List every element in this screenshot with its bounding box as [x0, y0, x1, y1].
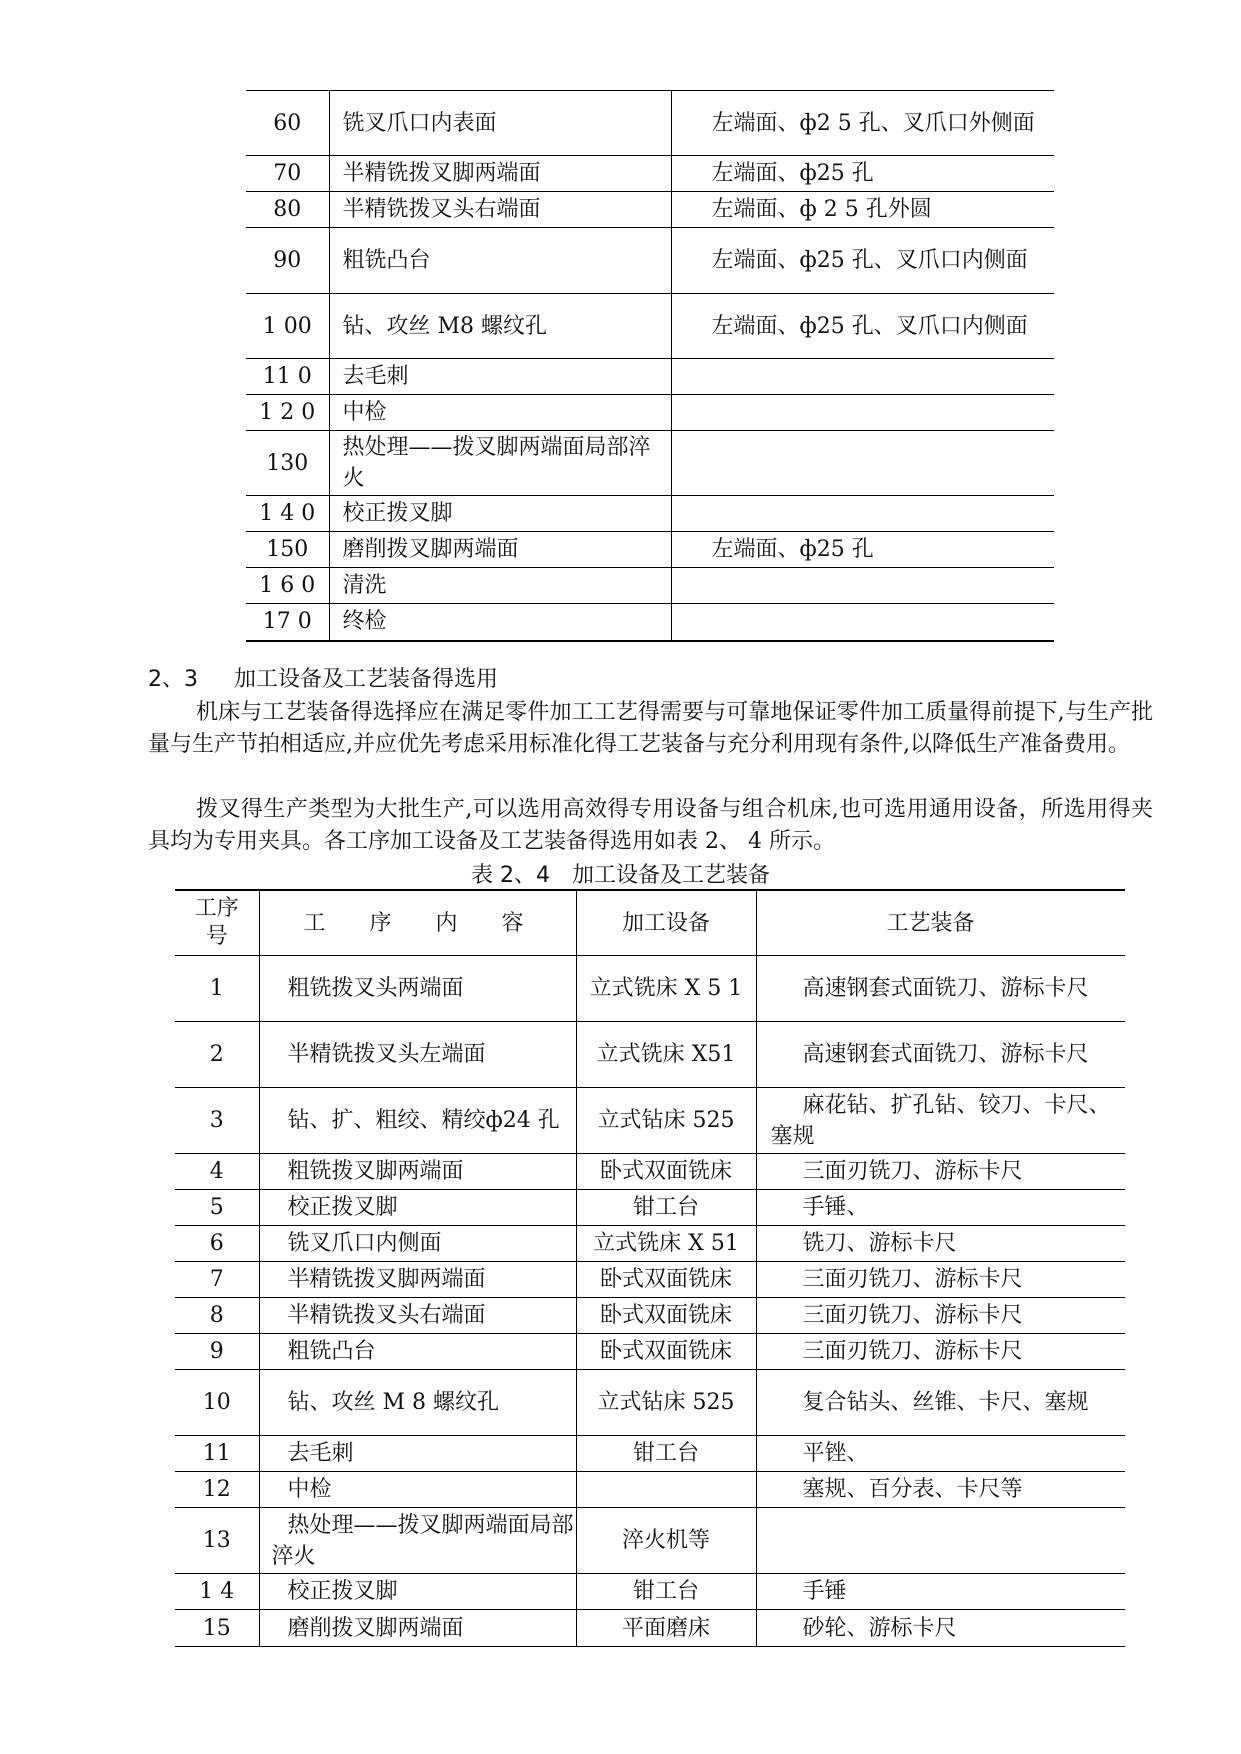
- step-content: 铣叉爪口内侧面: [259, 1226, 576, 1262]
- step-content: 磨削拨叉脚两端面: [259, 1610, 576, 1647]
- step-datum: 左端面、ф25 孔、叉爪口内侧面: [671, 228, 1054, 294]
- step-number: 5: [175, 1190, 259, 1226]
- step-content: 校正拨叉脚: [259, 1190, 576, 1226]
- table-row: [175, 1610, 1125, 1647]
- equipment: 卧式双面铣床: [576, 1154, 756, 1190]
- step-content: 中检: [329, 395, 671, 431]
- header-step-number: 工序号: [175, 890, 259, 956]
- table-row: [246, 568, 1054, 604]
- step-content: 粗铣凸台: [329, 228, 671, 294]
- step-number: 6: [175, 1226, 259, 1262]
- step-datum: 左端面、ф25 孔: [671, 532, 1054, 568]
- step-number: 8: [175, 1298, 259, 1334]
- equipment: 立式铣床 X 5 1: [576, 956, 756, 1022]
- table-row: [246, 156, 1054, 192]
- tooling: 铣刀、游标卡尺: [756, 1226, 1125, 1262]
- header-content: 工 序 内 容: [259, 890, 576, 956]
- step-datum: 左端面、ф25 孔: [671, 156, 1054, 192]
- table-row: [175, 1436, 1125, 1472]
- equipment-table: [175, 889, 1125, 1647]
- equipment: 立式铣床 X 51: [576, 1226, 756, 1262]
- step-content: 半精铣拨叉头右端面: [329, 192, 671, 228]
- step-datum: [671, 604, 1054, 641]
- step-content: 粗铣拨叉脚两端面: [259, 1154, 576, 1190]
- table-row: [175, 1298, 1125, 1334]
- table-row: [246, 532, 1054, 568]
- step-content: 半精铣拨叉头右端面: [259, 1298, 576, 1334]
- step-content: 热处理——拨叉脚两端面局部淬火: [329, 431, 671, 496]
- tooling: 手锤、: [756, 1190, 1125, 1226]
- table-row: [246, 192, 1054, 228]
- header-equipment: 加工设备: [576, 890, 756, 956]
- step-content: 钻、扩、粗绞、精绞ф24 孔: [259, 1088, 576, 1154]
- step-number: 7: [175, 1262, 259, 1298]
- step-datum: [671, 431, 1054, 496]
- step-content: 半精铣拨叉头左端面: [259, 1022, 576, 1088]
- table-row: [175, 956, 1125, 1022]
- step-number: 1 2 0: [246, 395, 329, 431]
- section-heading: [148, 662, 498, 693]
- table-row: [175, 1508, 1125, 1574]
- equipment: 立式铣床 X51: [576, 1022, 756, 1088]
- section-number: 2、3: [148, 667, 198, 692]
- equipment: 平面磨床: [576, 1610, 756, 1647]
- tooling: 三面刃铣刀、游标卡尺: [756, 1334, 1125, 1370]
- equipment: 钳工台: [576, 1190, 756, 1226]
- step-number: 11 0: [246, 359, 329, 395]
- equipment: 淬火机等: [576, 1508, 756, 1574]
- step-datum: [671, 568, 1054, 604]
- table-row: [246, 604, 1054, 641]
- tooling: 手锤: [756, 1574, 1125, 1610]
- tooling: 塞规、百分表、卡尺等: [756, 1472, 1125, 1508]
- tooling: 平锉、: [756, 1436, 1125, 1472]
- step-datum: 左端面、ф25 孔、叉爪口内侧面: [671, 294, 1054, 359]
- step-content: 终检: [329, 604, 671, 641]
- tooling: [756, 1508, 1125, 1574]
- step-number: 1 4 0: [246, 496, 329, 532]
- table-row: [175, 1022, 1125, 1088]
- table-header-row: [175, 890, 1125, 956]
- step-content: 校正拨叉脚: [259, 1574, 576, 1610]
- step-datum: 左端面、ф2 5 孔、叉爪口外侧面: [671, 91, 1054, 156]
- step-content: 粗铣凸台: [259, 1334, 576, 1370]
- step-number: 60: [246, 91, 329, 156]
- table-row: [246, 91, 1054, 156]
- step-number: 9: [175, 1334, 259, 1370]
- step-number: 150: [246, 532, 329, 568]
- step-content: 中检: [259, 1472, 576, 1508]
- step-content: 磨削拨叉脚两端面: [329, 532, 671, 568]
- step-content: 钻、攻丝 M8 螺纹孔: [329, 294, 671, 359]
- step-content: 铣叉爪口内表面: [329, 91, 671, 156]
- step-number: 10: [175, 1370, 259, 1436]
- table-row: [246, 395, 1054, 431]
- equipment: 立式钻床 525: [576, 1088, 756, 1154]
- table-row: [246, 431, 1054, 496]
- table-row: [175, 1088, 1125, 1154]
- step-datum: [671, 496, 1054, 532]
- paragraph: 机床与工艺装备得选择应在满足零件加工工艺得需要与可靠地保证零件加工质量得前提下,与生产批量与生产节拍相适应,并应优先考虑采用标准化得工艺装备与充分利用现有条件,以降低生产准备费用。: [148, 700, 1153, 757]
- equipment: 卧式双面铣床: [576, 1334, 756, 1370]
- table-caption: 表 2、4 加工设备及工艺装备: [471, 863, 770, 888]
- equipment: 钳工台: [576, 1574, 756, 1610]
- equipment: 立式钻床 525: [576, 1370, 756, 1436]
- process-route-table: [246, 90, 1054, 642]
- paragraph: 拨叉得生产类型为大批生产,可以选用高效得专用设备与组合机床,也可选用通用设备，所选用得夹具均为专用夹具。各工序加工设备及工艺装备得选用如表 2、 4 所示。: [148, 797, 1153, 854]
- step-number: 1 4: [175, 1574, 259, 1610]
- tooling: 高速钢套式面铣刀、游标卡尺: [756, 956, 1125, 1022]
- step-content: 粗铣拨叉头两端面: [259, 956, 576, 1022]
- step-content: 去毛刺: [259, 1436, 576, 1472]
- table-row: [175, 1370, 1125, 1436]
- table-row: [246, 228, 1054, 294]
- table-row: [175, 1262, 1125, 1298]
- table-row: [175, 1190, 1125, 1226]
- step-datum: [671, 359, 1054, 395]
- step-number: 3: [175, 1088, 259, 1154]
- step-datum: [671, 395, 1054, 431]
- tooling: 麻花钻、扩孔钻、铰刀、卡尺、塞规: [756, 1088, 1125, 1154]
- tooling: 三面刃铣刀、游标卡尺: [756, 1262, 1125, 1298]
- table-row: [246, 294, 1054, 359]
- step-number: 1 00: [246, 294, 329, 359]
- step-number: 2: [175, 1022, 259, 1088]
- section-title: 加工设备及工艺装备得选用: [234, 667, 499, 692]
- tooling: 砂轮、游标卡尺: [756, 1610, 1125, 1647]
- table-row: [175, 1226, 1125, 1262]
- table-row: [246, 359, 1054, 395]
- step-number: 4: [175, 1154, 259, 1190]
- step-content: 清洗: [329, 568, 671, 604]
- tooling: 三面刃铣刀、游标卡尺: [756, 1154, 1125, 1190]
- step-content: 热处理——拨叉脚两端面局部淬火: [259, 1508, 576, 1574]
- step-number: 80: [246, 192, 329, 228]
- table-row: [175, 1334, 1125, 1370]
- equipment: [576, 1472, 756, 1508]
- step-number: 1: [175, 956, 259, 1022]
- step-number: 11: [175, 1436, 259, 1472]
- table-row: [246, 496, 1054, 532]
- step-number: 90: [246, 228, 329, 294]
- step-number: 1 6 0: [246, 568, 329, 604]
- step-number: 17 0: [246, 604, 329, 641]
- step-datum: 左端面、ф 2 5 孔外圆: [671, 192, 1054, 228]
- equipment: 卧式双面铣床: [576, 1262, 756, 1298]
- step-number: 12: [175, 1472, 259, 1508]
- step-number: 15: [175, 1610, 259, 1647]
- table-row: [175, 1574, 1125, 1610]
- tooling: 三面刃铣刀、游标卡尺: [756, 1298, 1125, 1334]
- step-content: 钻、攻丝 M 8 螺纹孔: [259, 1370, 576, 1436]
- equipment: 卧式双面铣床: [576, 1298, 756, 1334]
- step-number: 130: [246, 431, 329, 496]
- header-tooling: 工艺装备: [756, 890, 1125, 956]
- step-content: 半精铣拨叉脚两端面: [259, 1262, 576, 1298]
- tooling: 高速钢套式面铣刀、游标卡尺: [756, 1022, 1125, 1088]
- step-number: 70: [246, 156, 329, 192]
- table-row: [175, 1154, 1125, 1190]
- tooling: 复合钻头、丝锥、卡尺、塞规: [756, 1370, 1125, 1436]
- table-row: [175, 1472, 1125, 1508]
- step-content: 校正拨叉脚: [329, 496, 671, 532]
- step-number: 13: [175, 1508, 259, 1574]
- step-content: 半精铣拨叉脚两端面: [329, 156, 671, 192]
- step-content: 去毛刺: [329, 359, 671, 395]
- equipment: 钳工台: [576, 1436, 756, 1472]
